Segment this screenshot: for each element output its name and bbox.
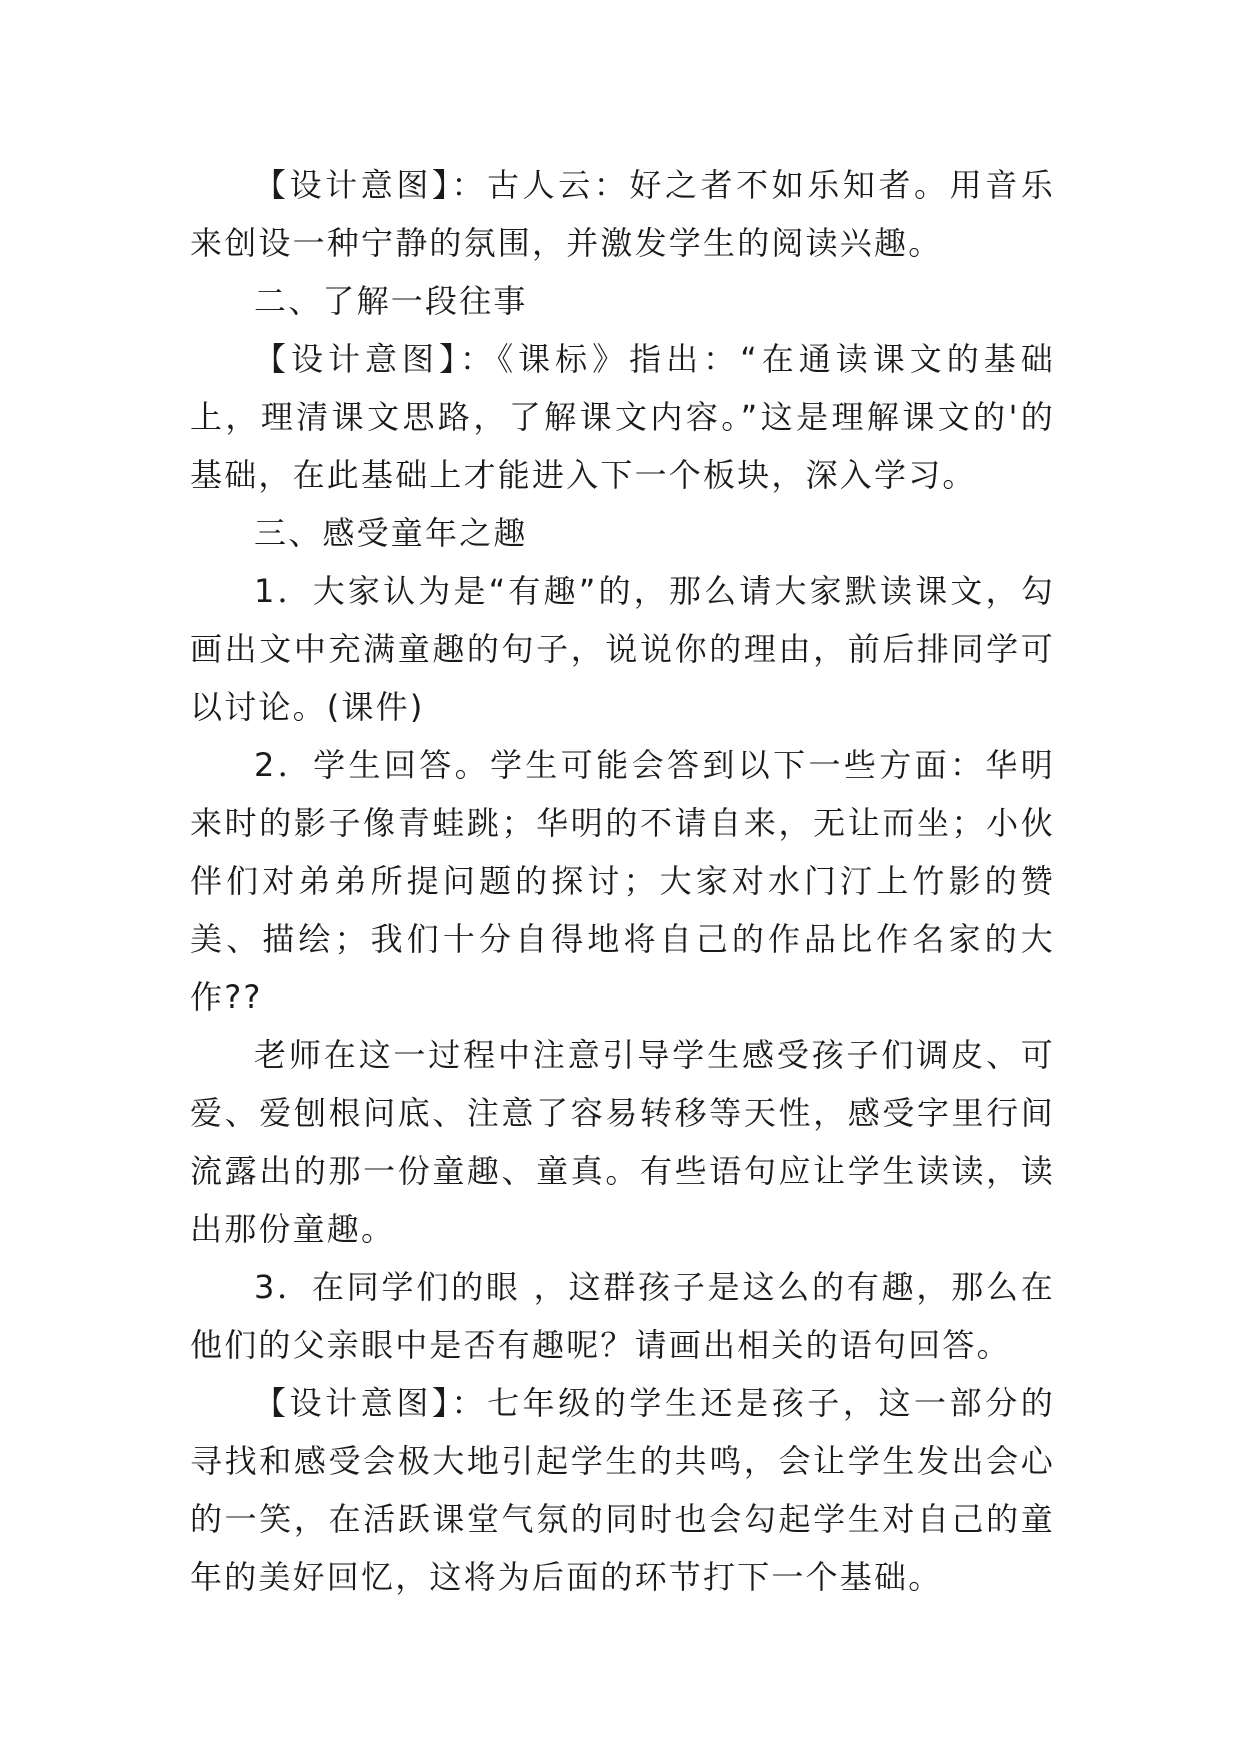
teacher-guidance-paragraph: 老师在这一过程中注意引导学生感受孩子们调皮、可爱、爱刨根问底、注意了容易转移等天性，感受字里行间流露出的那一份童趣、童真。有些语句应让学生读读，读出那份童趣。: [190, 1036, 1055, 1248]
step-3-paragraph: 3．在同学们的眼 ，这群孩子是这么的有趣，那么在他们的父亲眼中是否有趣呢？请画出相关的语句回答。: [190, 1268, 1055, 1364]
step-1-paragraph: 1．大家认为是“有趣”的，那么请大家默读课文，勾画出文中充满童趣的句子，说说你的理由，前后排同学可以讨论。(课件): [190, 572, 1055, 726]
design-intent-paragraph-3: 【设计意图】：七年级的学生还是孩子，这一部分的寻找和感受会极大地引起学生的共鸣，会让学生发出会心的一笑，在活跃课堂气氛的同时也会勾起学生对自己的童年的美好回忆，这将为后面的环节打下一个基础。: [190, 1384, 1055, 1596]
design-intent-paragraph-1: 【设计意图】：古人云：好之者不如乐知者。用音乐来创设一种宁静的氛围，并激发学生的阅读兴趣。: [190, 166, 1055, 262]
section-heading-2: 二、了解一段往事: [254, 282, 528, 320]
document-body: [190, 156, 1055, 1606]
design-intent-paragraph-2: 【设计意图】：《课标》指出：“在通读课文的基础上，理清课文思路，了解课文内容。”这是理解课文的'的基础，在此基础上才能进入下一个板块，深入学习。: [190, 340, 1055, 494]
section-heading-3: 三、感受童年之趣: [254, 514, 528, 552]
step-2-paragraph: 2．学生回答。学生可能会答到以下一些方面：华明来时的影子像青蛙跳；华明的不请自来，无让而坐；小伙伴们对弟弟所提问题的探讨；大家对水门汀上竹影的赞美、描绘；我们十分自得地将自己的作品比作名家的大作??: [190, 746, 1055, 1016]
